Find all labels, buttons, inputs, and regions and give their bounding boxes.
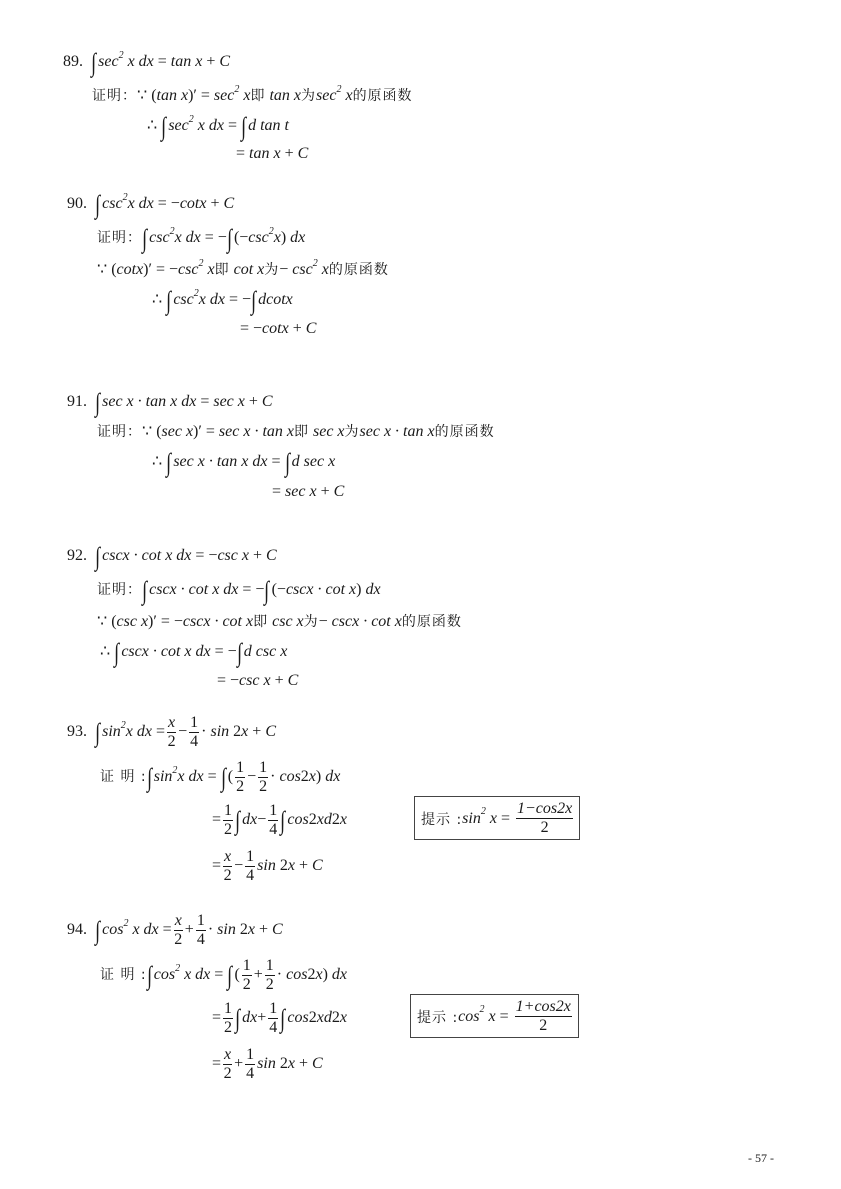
math: $\sec^2 x$ dx xyxy=(168,113,224,134)
math: $\sin^2 x$ xyxy=(462,806,497,827)
integral-sign: ∫ xyxy=(146,961,152,990)
math: C xyxy=(261,393,273,410)
formula-89-proof-2: ∴ ∫ $\sec^2 x$ dx = ∫ d tan t xyxy=(147,112,289,141)
math: $\cos^2 x$ dx xyxy=(153,962,211,983)
math: cos xyxy=(287,1009,309,1026)
math: $\csc^2 x$ xyxy=(292,257,329,278)
text: 为 xyxy=(303,614,319,630)
integral-sign: ∫ xyxy=(95,190,101,219)
formula-90-statement: 90. ∫ $\csc^2x$ dx = − cotx + C xyxy=(67,190,235,219)
formula-89-proof-1: 证明： ∵ ( tan x )′ = $\sec^2 x$ 即 tan x 为 $\sec^2 x$ 的原函数 xyxy=(92,83,413,104)
math: cos xyxy=(287,811,309,828)
text: 即 xyxy=(293,424,309,440)
math: tan x xyxy=(170,53,203,70)
formula-89-statement: 89. ∫ $\sec^2 x$ dx = tan x + C xyxy=(63,48,231,77)
integral-sign: ∫ xyxy=(91,48,97,77)
integral-sign: ∫ xyxy=(284,448,290,477)
fraction: $\frac{1}{2}$ xyxy=(224,801,233,838)
math: C xyxy=(305,320,317,337)
integral-sign: ∫ xyxy=(251,286,257,315)
math: dcotx xyxy=(258,291,293,308)
fraction: $\frac{1}{2}$ xyxy=(265,956,274,993)
text: 即 xyxy=(214,262,230,278)
integral-sign: ∫ xyxy=(241,112,247,141)
integral-sign: ∫ xyxy=(146,763,152,792)
math: d csc x xyxy=(243,643,288,660)
math: $\cos^2 x$ xyxy=(458,1004,496,1025)
hint-label: 提示 : xyxy=(417,1009,459,1026)
math: cotx xyxy=(262,320,289,337)
formula-92-proof-3: ∴ ∫ cscx · cot x dx = − ∫ d csc x xyxy=(100,638,288,667)
integral-sign: ∫ xyxy=(264,576,270,605)
integral-sign: ∫ xyxy=(114,638,120,667)
integral-sign: ∫ xyxy=(166,286,172,315)
therefore-symbol: ∴ xyxy=(147,117,158,134)
formula-90-proof-3: ∴ ∫ $\csc^2x$ dx = − ∫ dcotx xyxy=(152,286,293,315)
fraction: $\frac{1-\cos 2x}{2}$ xyxy=(516,800,573,836)
because-symbol: ∵ xyxy=(137,87,148,104)
formula-92-proof-2: ∵ ( csc x )′ = − cscx · cot x 即 csc x 为 − cscx · cot x 的原函数 xyxy=(97,613,462,630)
math: sec x · tan x xyxy=(218,423,294,440)
math: x xyxy=(308,768,316,785)
math: sec x xyxy=(312,423,345,440)
integral-sign: ∫ xyxy=(280,806,286,835)
integral-sign: ∫ xyxy=(227,961,233,990)
fraction: $\frac{1}{2}$ xyxy=(242,956,251,993)
text: 为 xyxy=(264,262,280,278)
fraction: $\frac{1}{4}$ xyxy=(269,801,278,838)
formula-number: 91. xyxy=(67,393,87,410)
fraction: $\frac{x}{2}$ xyxy=(174,911,183,948)
math: $\csc^2x$ dx xyxy=(173,287,225,308)
formula-93-proof-2: = $\frac{1}{2}$ ∫ dx − $\frac{1}{4}$ ∫ cos 2 xd 2 x xyxy=(212,801,347,838)
fraction: $\frac{x}{2}$ xyxy=(223,1045,232,1082)
math: C xyxy=(311,1055,323,1072)
math: dx xyxy=(290,229,306,246)
fraction: $\frac{1}{4}$ xyxy=(190,713,199,750)
math: dx xyxy=(242,1009,258,1026)
integral-sign: ∫ xyxy=(220,763,226,792)
math: sec x xyxy=(213,393,245,410)
because-symbol: ∵ xyxy=(97,261,108,278)
formula-number: 89. xyxy=(63,53,83,70)
fraction: $\frac{1+\cos 2x}{2}$ xyxy=(515,998,571,1034)
math: $\sin^2x$ dx xyxy=(102,719,152,740)
math: cos xyxy=(279,768,301,785)
math: C xyxy=(287,672,299,689)
text: 的原函数 xyxy=(401,614,462,630)
formula-92-proof-1: 证明： ∫ cscx · cot x dx = − ∫ (− cscx · cot x ) dx xyxy=(97,576,381,605)
math: dx xyxy=(365,581,381,598)
math: C xyxy=(333,483,345,500)
math: xd xyxy=(316,1009,332,1026)
text: 即 xyxy=(250,88,266,104)
math: csc x xyxy=(272,613,304,630)
integral-sign: ∫ xyxy=(235,806,241,835)
math: cscx · cot x xyxy=(285,581,357,598)
integral-sign: ∫ xyxy=(236,638,242,667)
math: x xyxy=(315,966,323,983)
math: sec x xyxy=(161,423,194,440)
text: 的原函数 xyxy=(328,262,389,278)
text: 的原函数 xyxy=(434,424,495,440)
math: d sec x xyxy=(291,453,336,470)
formula-94-proof-3: = $\frac{x}{2}$ + $\frac{1}{4}$ sin 2 x + C xyxy=(212,1045,323,1082)
math: dx xyxy=(331,966,347,983)
formula-89-proof-3: = tan x + C xyxy=(236,145,309,162)
fraction: $\frac{1}{2}$ xyxy=(236,758,245,795)
math: x xyxy=(287,857,295,874)
math: x xyxy=(339,811,347,828)
formula-92-proof-4: = − csc x + C xyxy=(217,672,299,689)
math: $\sec^2 x$ xyxy=(213,83,251,104)
therefore-symbol: ∴ xyxy=(152,453,163,470)
integral-sign: ∫ xyxy=(226,224,232,253)
fraction: $\frac{1}{4}$ xyxy=(196,911,205,948)
proof-label: 证 明 : xyxy=(100,967,147,983)
integral-sign: ∫ xyxy=(235,1004,241,1033)
proof-label: 证明： xyxy=(97,230,142,246)
math: $\cos^2 x$ dx xyxy=(102,917,159,938)
hint-label: 提示 : xyxy=(421,811,463,828)
formula-90-proof-2: ∵ ( cotx )′ = − $\csc^2 x$ 即 cot x 为 − $\csc^2 x$ 的原函数 xyxy=(97,257,389,278)
integral-sign: ∫ xyxy=(95,388,101,417)
math: sec x · tan x xyxy=(359,423,435,440)
formula-94-proof-2: = $\frac{1}{2}$ ∫ dx + $\frac{1}{4}$ ∫ cos 2 xd 2 x xyxy=(212,999,347,1036)
math: cscx · cot x xyxy=(331,613,402,630)
math: cscx · cot x dx xyxy=(121,643,211,660)
math: cscx · cot x dx xyxy=(102,547,192,564)
fraction: $\frac{x}{2}$ xyxy=(223,847,232,884)
fraction: $\frac{1}{4}$ xyxy=(246,1045,255,1082)
math: $\csc^2x$ xyxy=(248,225,281,246)
math: C xyxy=(223,195,235,212)
math: $\csc^2 x$ xyxy=(178,257,215,278)
integral-sign: ∫ xyxy=(95,542,101,571)
formula-93-proof-1: 证 明 : ∫ $\sin^2x$ dx = ∫ ( $\frac{1}{2}$ − $\frac{1}{2}$ · cos 2 x ) dx xyxy=(100,758,341,795)
math: csc x xyxy=(217,547,249,564)
formula-93-hint: 提示 : $\sin^2 x$ = $\frac{1-\cos 2x}{2}$ xyxy=(414,796,580,840)
because-symbol: ∵ xyxy=(142,423,153,440)
integral-sign: ∫ xyxy=(280,1004,286,1033)
math: sec x · tan x dx xyxy=(173,453,268,470)
math: tan x xyxy=(269,87,302,104)
formula-94-hint: 提示 : $\cos^2 x$ = $\frac{1+\cos 2x}{2}$ xyxy=(410,994,579,1038)
math: C xyxy=(266,547,277,564)
math: cscx · cot x dx xyxy=(149,581,239,598)
integral-sign: ∫ xyxy=(161,112,167,141)
formula-91-statement: 91. ∫ sec x · tan x dx = sec x + C xyxy=(67,388,273,417)
formula-92-statement: 92. ∫ cscx · cot x dx = − csc x + C xyxy=(67,542,277,571)
text: 为 xyxy=(301,88,317,104)
math: dx xyxy=(242,811,258,828)
math: dx xyxy=(325,768,341,785)
math: x xyxy=(287,1055,295,1072)
formula-91-proof-1: 证明： ∵ ( sec x )′ = sec x · tan x 即 sec x 为 sec x · tan x 的原函数 xyxy=(97,423,495,440)
math: sin xyxy=(217,921,236,938)
math: cotx xyxy=(179,195,207,212)
math: x xyxy=(339,1009,347,1026)
math: sec x xyxy=(285,483,317,500)
math: d tan t xyxy=(248,117,289,134)
math: cot x xyxy=(233,261,265,278)
because-symbol: ∵ xyxy=(97,613,108,630)
math: tan x xyxy=(249,145,281,162)
math: cotx xyxy=(116,261,144,278)
proof-label: 证明： xyxy=(97,424,142,440)
formula-93-statement: 93. ∫ $\sin^2x$ dx = $\frac{x}{2}$ − $\frac{1}{4}$ · sin 2 x + C xyxy=(67,713,276,750)
text: 为 xyxy=(344,424,360,440)
proof-label: 证 明 : xyxy=(100,769,147,785)
math: csc x xyxy=(239,672,271,689)
formula-91-proof-2: ∴ ∫ sec x · tan x dx = ∫ d sec x xyxy=(152,448,336,477)
math: sin xyxy=(257,857,276,874)
math: cos xyxy=(286,966,308,983)
formula-94-statement: 94. ∫ $\cos^2 x$ dx = $\frac{x}{2}$ + $\frac{1}{4}$ · sin 2 x + C xyxy=(67,911,283,948)
formula-90-proof-1: 证明： ∫ $\csc^2x$ dx = − ∫ (− $\csc^2x$ ) dx xyxy=(97,224,306,253)
integral-sign: ∫ xyxy=(142,224,148,253)
proof-label: 证明： xyxy=(97,582,142,598)
fraction: $\frac{1}{4}$ xyxy=(269,999,278,1036)
math: x xyxy=(247,921,255,938)
fraction: $\frac{1}{2}$ xyxy=(224,999,233,1036)
text: 即 xyxy=(253,614,269,630)
math: sec x · tan x dx xyxy=(102,393,197,410)
math: $\sec^2 x$ xyxy=(316,83,353,104)
math: C xyxy=(219,53,231,70)
math: C xyxy=(297,145,309,162)
fraction: $\frac{x}{2}$ xyxy=(167,713,176,750)
math: $\csc^2x$ dx xyxy=(102,191,154,212)
math: tan x xyxy=(156,87,189,104)
fraction: $\frac{1}{2}$ xyxy=(259,758,268,795)
formula-94-proof-1: 证 明 : ∫ $\cos^2 x$ dx = ∫ ( $\frac{1}{2}$ + $\frac{1}{2}$ · cos 2 x ) dx xyxy=(100,956,347,993)
text: 的原函数 xyxy=(352,88,413,104)
formula-number: 92. xyxy=(67,547,87,564)
integral-sign: ∫ xyxy=(142,576,148,605)
formula-number: 93. xyxy=(67,723,87,740)
math: csc x xyxy=(116,613,149,630)
math: sin xyxy=(257,1055,276,1072)
math: $\sec^2 x$ dx xyxy=(98,49,154,70)
formula-number: 90. xyxy=(67,195,87,212)
math: xd xyxy=(316,811,332,828)
integral-sign: ∫ xyxy=(95,916,101,945)
formula-91-proof-3: = sec x + C xyxy=(272,483,345,500)
proof-label: 证明： xyxy=(92,88,137,104)
math: C xyxy=(311,857,323,874)
formula-90-proof-4: = − cotx + C xyxy=(240,320,317,337)
math: C xyxy=(271,921,283,938)
math: cscx · cot x xyxy=(182,613,254,630)
integral-sign: ∫ xyxy=(95,718,101,747)
math: sin xyxy=(210,723,230,740)
therefore-symbol: ∴ xyxy=(100,643,111,660)
math: $\sin^2x$ dx xyxy=(153,764,204,785)
math: $\csc^2x$ dx xyxy=(149,225,201,246)
formula-93-proof-3: = $\frac{x}{2}$ − $\frac{1}{4}$ sin 2 x + C xyxy=(212,847,323,884)
fraction: $\frac{1}{4}$ xyxy=(246,847,255,884)
formula-number: 94. xyxy=(67,921,87,938)
page-number: - 57 - xyxy=(748,1151,774,1165)
therefore-symbol: ∴ xyxy=(152,291,163,308)
math: x xyxy=(241,723,249,740)
integral-sign: ∫ xyxy=(166,448,172,477)
math: C xyxy=(265,723,276,740)
